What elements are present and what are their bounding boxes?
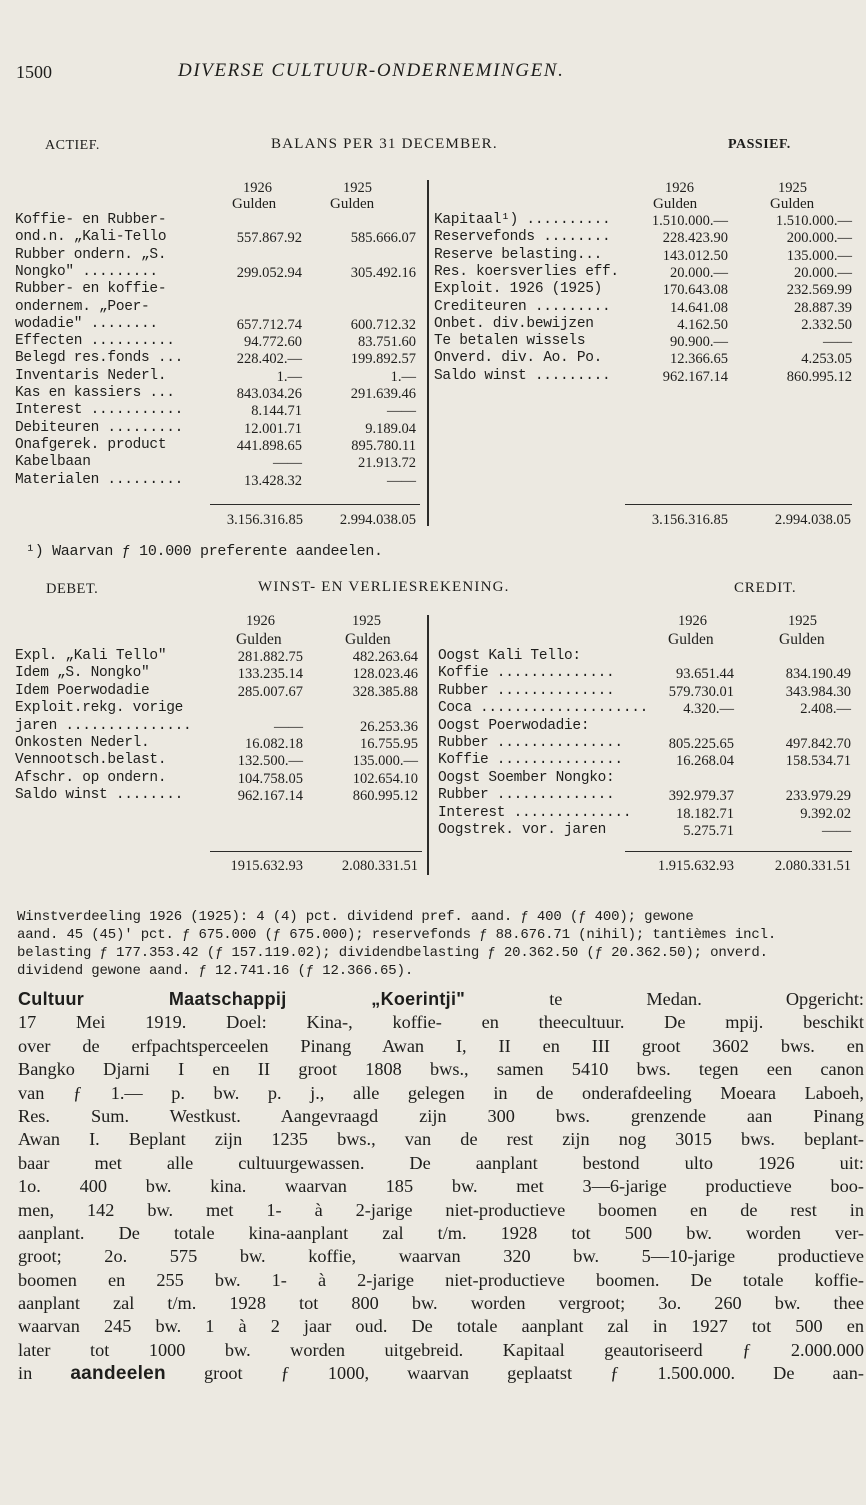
passief-row-label: Exploit. 1926 (1925) <box>434 281 603 298</box>
debet-value-1926: 285.007.67 <box>237 683 303 700</box>
actief-value-1926: 843.034.26 <box>236 386 302 402</box>
debet-value-1925: 482.263.64 <box>352 649 418 665</box>
passief-heading: PASSIEF. <box>728 137 791 152</box>
actief-value-1925: 305.492.16 <box>350 264 416 281</box>
credit-row-label: Interest .............. <box>438 804 632 821</box>
debet-value-1926: —— <box>274 718 303 735</box>
actief-value-1926: 94.772.60 <box>244 334 302 351</box>
paragraph-line: baar met alle cultuurgewassen. De aanplant bestond ulto 1926 uit: <box>18 1152 864 1173</box>
credit-row-label: Oogst Kali Tello: <box>438 648 581 664</box>
winst-heading: WINST- EN VERLIESREKENING. <box>258 579 510 595</box>
actief-value-1926: 299.052.94 <box>236 264 302 281</box>
page-number: 1500 <box>16 62 52 82</box>
passief-value-1926: 90.900.— <box>670 334 728 351</box>
debet-unit-1925: Gulden <box>345 631 391 648</box>
paragraph-line: 1o. 400 bw. kina. waarvan 185 bw. met 3—6-jarige productieve boo- <box>18 1176 864 1197</box>
debet-row-label: Onkosten Nederl. <box>15 735 150 751</box>
paragraph-line: 17 Mei 1919. Doel: Kina-, koffie- en theecultuur. De mpij. beschikt <box>18 1012 864 1033</box>
debet-value-1925: 102.654.10 <box>352 770 418 787</box>
passief-value-1926: 143.012.50 <box>662 247 728 264</box>
passief-value-1926: 170.643.08 <box>662 282 728 299</box>
actief-value-1925: 83.751.60 <box>358 334 416 351</box>
actief-row-label: Inventaris Nederl. <box>15 367 167 384</box>
debet-value-1925: 16.755.95 <box>360 736 418 752</box>
actief-total-rule <box>210 504 420 505</box>
passief-value-1925: 4.253.05 <box>801 351 852 368</box>
debet-total-1925: 2.080.331.51 <box>341 858 418 874</box>
passief-value-1925: 860.995.12 <box>786 368 852 385</box>
passief-value-1926: 12.366.65 <box>670 351 728 368</box>
actief-total-1926: 3.156.316.85 <box>226 512 303 528</box>
actief-row-label: Onafgerek. product <box>15 436 167 453</box>
actief-row-label: Koffie- en Rubber- <box>15 212 167 228</box>
paragraph-line: waarvan 245 bw. 1 à 2 jaar oud. De totale aanplant zal in 1927 tot 500 en <box>18 1316 864 1337</box>
actief-value-1925: —— <box>387 403 416 420</box>
actief-value-1926: 557.867.92 <box>236 230 302 247</box>
passief-row-label: Te betalen wissels <box>434 333 586 350</box>
note-line: Winstverdeeling 1926 (1925): 4 (4) pct. dividend pref. aand. ƒ 400 (ƒ 400); gewone <box>17 909 694 925</box>
credit-row-label: Rubber .............. <box>438 682 615 699</box>
debet-value-1926: 133.235.14 <box>237 666 303 683</box>
winst-divider <box>427 615 429 875</box>
credit-value-1926: 4.320.— <box>683 701 734 718</box>
passief-row-label: Reservefonds ........ <box>434 229 611 246</box>
passief-value-1926: 228.423.90 <box>662 230 728 247</box>
actief-value-1925: 895.780.11 <box>351 437 416 454</box>
debet-row-label: Idem Poerwodadie <box>15 682 150 699</box>
actief-heading: ACTIEF. <box>45 138 100 153</box>
credit-value-1926: 805.225.65 <box>668 736 734 752</box>
credit-unit-1925: Gulden <box>779 631 825 648</box>
paragraph-line: boomen en 255 bw. 1- à 2-jarige niet-productieve boomen. De totale koffie- <box>18 1269 864 1290</box>
debet-value-1925: 135.000.— <box>352 753 418 770</box>
passief-total-1926: 3.156.316.85 <box>651 512 728 528</box>
passief-value-1926: 4.162.50 <box>677 316 728 333</box>
credit-row-label: Coca .................... <box>438 700 649 717</box>
credit-value-1925: 158.534.71 <box>785 753 851 770</box>
credit-row-label: Rubber .............. <box>438 787 615 804</box>
credit-total-1926: 1.915.632.93 <box>657 858 734 874</box>
passief-value-1925: 232.569.99 <box>786 282 852 299</box>
passief-value-1925: 200.000.— <box>786 230 852 247</box>
paragraph-line: van ƒ 1.— p. bw. p. j., alle gelegen in de onderafdeeling Moeara Laboeh, <box>18 1082 864 1103</box>
company-paragraph <box>18 988 864 1386</box>
credit-value-1925: —— <box>822 823 851 839</box>
debet-total-rule <box>210 851 422 852</box>
passief-value-1925: 20.000.— <box>794 264 852 281</box>
debet-row-label: Saldo winst ........ <box>15 787 184 804</box>
passief-value-1925: 1.510.000.— <box>775 213 852 229</box>
debet-value-1925: 26.253.36 <box>360 718 418 735</box>
credit-total-rule <box>625 851 852 852</box>
credit-total-1925: 2.080.331.51 <box>774 858 851 874</box>
passief-value-1926: 962.167.14 <box>662 368 728 385</box>
actief-row-label: Belegd res.fonds ... <box>15 350 184 367</box>
debet-total-1926: 1915.632.93 <box>230 858 303 874</box>
credit-row-label: Oogstrek. vor. jaren <box>438 822 607 838</box>
credit-value-1926: 16.268.04 <box>676 753 734 770</box>
debet-heading: DEBET. <box>46 581 99 597</box>
actief-value-1925: 291.639.46 <box>350 386 416 402</box>
actief-value-1925: 21.913.72 <box>358 455 416 472</box>
aandeelen-bold: aandeelen <box>70 1363 166 1385</box>
debet-year-1926: 1926 <box>246 613 275 629</box>
paragraph-line: aanplant zal t/m. 1928 tot 800 bw. worden vergroot; 3o. 260 bw. thee <box>18 1293 864 1314</box>
passief-row-label: Res. koersverlies eff. <box>434 263 619 280</box>
passief-row-label: Onbet. div.bewijzen <box>434 315 594 332</box>
actief-row-label: Rubber ondern. „S. <box>15 246 167 263</box>
debet-row-label: Exploit.rekg. vorige <box>15 700 184 717</box>
passief-row-label: Saldo winst ......... <box>434 367 611 384</box>
passief-year-1926: 1926 <box>665 180 694 196</box>
passief-value-1925: —— <box>823 334 852 351</box>
page-title: DIVERSE CULTUUR-ONDERNEMINGEN. <box>178 60 565 81</box>
passief-row-label: Onverd. div. Ao. Po. <box>434 350 603 367</box>
actief-value-1925: 199.892.57 <box>350 351 416 368</box>
actief-year-1926: 1926 <box>243 180 272 196</box>
credit-value-1926: 579.730.01 <box>668 683 734 700</box>
debet-row-label: Vennootsch.belast. <box>15 752 167 769</box>
note-line: dividend gewone aand. ƒ 12.741.16 (ƒ 12.366.65). <box>17 963 414 979</box>
paragraph-line: men, 142 bw. met 1- à 2-jarige niet-productieve boomen en de rest in <box>18 1199 864 1220</box>
credit-value-1926: 93.651.44 <box>676 666 734 683</box>
passief-total-1925: 2.994.038.05 <box>774 512 851 528</box>
debet-year-1925: 1925 <box>352 613 381 629</box>
balans-heading: BALANS PER 31 DECEMBER. <box>271 136 498 152</box>
credit-heading: CREDIT. <box>734 580 797 596</box>
passief-value-1925: 28.887.39 <box>794 299 852 316</box>
credit-row-label: Oogst Soember Nongko: <box>438 769 615 786</box>
paragraph-line: Awan I. Beplant zijn 1235 bws., van de rest zijn nog 3015 bws. beplant- <box>18 1129 864 1150</box>
actief-value-1925: 600.712.32 <box>350 316 416 333</box>
paragraph-line: aanplant. De totale kina-aanplant zal t/m. 1928 tot 500 bw. worden ver- <box>18 1222 864 1243</box>
credit-year-1926: 1926 <box>678 613 707 629</box>
credit-value-1925: 497.842.70 <box>785 736 851 752</box>
actief-row-label: Kas en kassiers ... <box>15 385 175 401</box>
passief-value-1925: 135.000.— <box>786 247 852 264</box>
credit-value-1925: 9.392.02 <box>800 805 851 822</box>
paragraph-line: Res. Sum. Westkust. Aangevraagd zijn 300 bws. grenzende aan Pinang <box>18 1105 864 1126</box>
actief-value-1926: —— <box>273 455 302 472</box>
passief-unit-1925: Gulden <box>770 196 815 212</box>
balans-footnote: ¹) Waarvan ƒ 10.000 preferente aandeelen. <box>26 543 383 560</box>
paragraph-last-line: in aandeelen groot ƒ 1000, waarvan geplaatst ƒ 1.500.000. De aan- <box>18 1363 864 1385</box>
actief-row-label: ond.n. „Kali-Tello <box>15 229 167 246</box>
debet-row-label: jaren ............... <box>15 717 192 734</box>
credit-row-label: Oogst Poerwodadie: <box>438 717 590 734</box>
debet-value-1926: 281.882.75 <box>237 649 303 665</box>
actief-row-label: wodadie" ........ <box>15 315 158 332</box>
actief-value-1925: 585.666.07 <box>350 230 416 247</box>
actief-row-label: Effecten .......... <box>15 333 175 350</box>
actief-value-1925: 9.189.04 <box>365 420 416 437</box>
paragraph-line: over de erfpachtsperceelen Pinang Awan I, II en III groot 3602 bws. en <box>18 1035 864 1056</box>
actief-row-label: Kabelbaan <box>15 454 91 471</box>
actief-year-1925: 1925 <box>343 180 372 196</box>
note-line: belasting ƒ 177.353.42 (ƒ 157.119.02); dividendbelasting ƒ 20.362.50 (ƒ 20.362.50); onverd. <box>17 945 768 961</box>
paragraph-line: later tot 1000 bw. worden uitgebreid. Kapitaal geautoriseerd ƒ 2.000.000 <box>18 1339 864 1360</box>
debet-value-1925: 128.023.46 <box>352 666 418 683</box>
debet-value-1925: 860.995.12 <box>352 788 418 805</box>
actief-value-1925: —— <box>387 472 416 489</box>
debet-row-label: Afschr. op ondern. <box>15 769 167 786</box>
credit-unit-1926: Gulden <box>668 631 714 648</box>
debet-value-1925: 328.385.88 <box>352 683 418 700</box>
actief-value-1926: 657.712.74 <box>236 316 302 333</box>
credit-year-1925: 1925 <box>788 613 817 629</box>
actief-value-1926: 8.144.71 <box>251 403 302 420</box>
credit-value-1925: 343.984.30 <box>785 683 851 700</box>
debet-value-1926: 16.082.18 <box>245 736 303 752</box>
company-name: Cultuur Maatschappij „Koerintji" <box>18 989 466 1009</box>
debet-value-1926: 132.500.— <box>237 753 303 770</box>
actief-row-label: Nongko" ......... <box>15 263 158 280</box>
credit-value-1926: 5.275.71 <box>683 823 734 839</box>
passief-unit-1926: Gulden <box>653 196 698 212</box>
actief-row-label: ondernem. „Poer- <box>15 298 150 315</box>
actief-value-1926: 13.428.32 <box>244 472 302 489</box>
passief-value-1926: 14.641.08 <box>670 299 728 316</box>
passief-total-rule <box>625 504 852 505</box>
actief-row-label: Debiteuren ......... <box>15 419 184 436</box>
passief-value-1925: 2.332.50 <box>801 316 852 333</box>
company-first-line: Cultuur Maatschappij „Koerintji" te Medan. Opgericht: <box>18 989 864 1009</box>
debet-row-label: Idem „S. Nongko" <box>15 665 150 682</box>
passief-row-label: Reserve belasting... <box>434 246 603 263</box>
credit-row-label: Koffie ............... <box>438 752 623 769</box>
credit-value-1925: 834.190.49 <box>785 666 851 683</box>
actief-value-1926: 441.898.65 <box>236 437 302 454</box>
actief-total-1925: 2.994.038.05 <box>339 512 416 528</box>
actief-row-label: Rubber- en koffie- <box>15 281 167 298</box>
debet-value-1926: 962.167.14 <box>237 788 303 805</box>
credit-value-1926: 18.182.71 <box>676 805 734 822</box>
winstverdeeling-note <box>17 908 857 980</box>
actief-value-1926: 228.402.— <box>236 351 302 368</box>
paragraph-line: Bangko Djarni I en II groot 1808 bws., samen 5410 bws. tegen een canon <box>18 1059 864 1080</box>
passief-year-1925: 1925 <box>778 180 807 196</box>
balans-divider <box>427 180 429 526</box>
passief-row-label: Kapitaal¹) .......... <box>434 212 611 228</box>
debet-unit-1926: Gulden <box>236 631 282 648</box>
actief-row-label: Interest ........... <box>15 402 184 419</box>
credit-value-1926: 392.979.37 <box>668 788 734 805</box>
credit-value-1925: 2.408.— <box>800 701 851 718</box>
actief-value-1926: 12.001.71 <box>244 420 302 437</box>
passief-value-1926: 1.510.000.— <box>651 213 728 229</box>
actief-row-label: Materialen ......... <box>15 471 184 488</box>
debet-value-1926: 104.758.05 <box>237 770 303 787</box>
note-line: aand. 45 (45)' pct. ƒ 675.000 (ƒ 675.000); reservefonds ƒ 88.676.71 (nihil); tantièmes incl. <box>17 927 777 943</box>
actief-unit-1926: Gulden <box>232 196 277 212</box>
actief-value-1926: 1.— <box>276 368 302 385</box>
passief-value-1926: 20.000.— <box>670 264 728 281</box>
actief-value-1925: 1.— <box>390 368 416 385</box>
paragraph-line: groot; 2o. 575 bw. koffie, waarvan 320 bw. 5—10-jarige productieve <box>18 1246 864 1267</box>
credit-value-1925: 233.979.29 <box>785 788 851 805</box>
credit-row-label: Rubber ............... <box>438 735 623 751</box>
actief-unit-1925: Gulden <box>330 196 375 212</box>
passief-row-label: Crediteuren ......... <box>434 298 611 315</box>
debet-row-label: Expl. „Kali Tello" <box>15 648 167 664</box>
credit-row-label: Koffie .............. <box>438 665 615 682</box>
